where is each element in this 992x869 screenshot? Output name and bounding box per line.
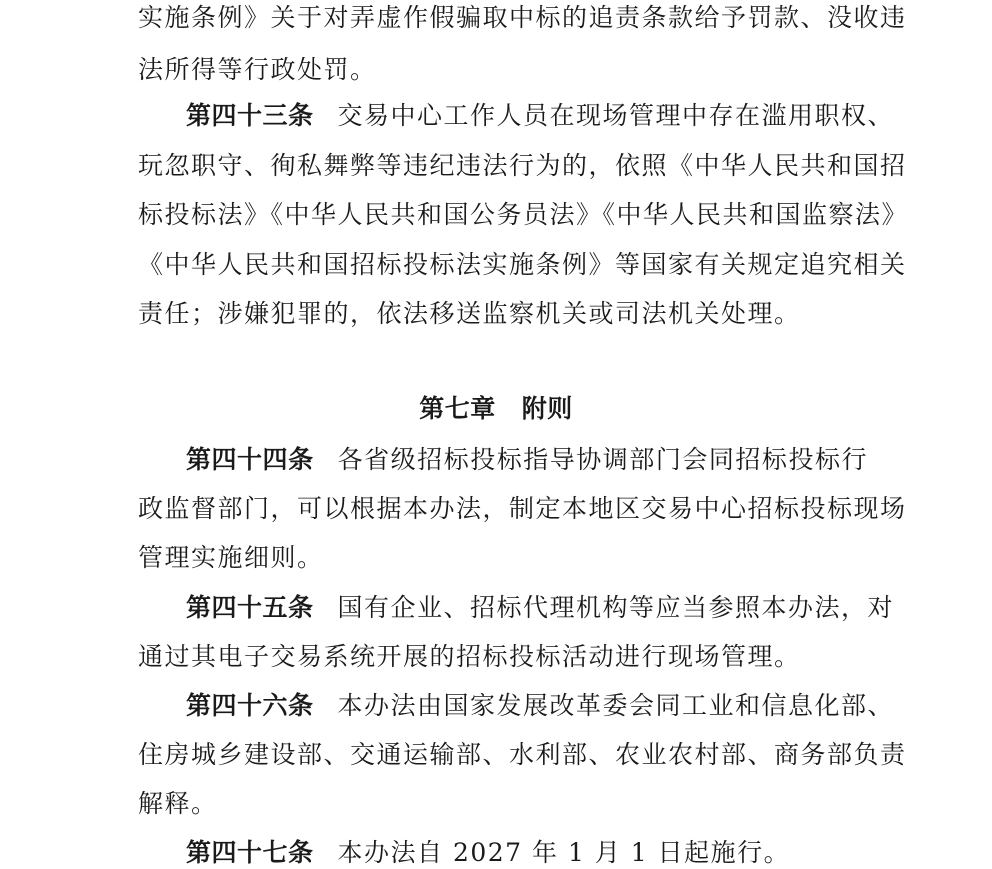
article-43-line-1	[186, 101, 895, 131]
article-45-number: 第四十五条	[186, 593, 314, 622]
article-46-number: 第四十六条	[186, 691, 314, 720]
article-43-text-1: 交易中心工作人员在现场管理中存在滥用职权、	[337, 101, 895, 130]
article-46-line-3: 解释。	[138, 789, 218, 818]
article-44-line-1	[186, 445, 868, 475]
article-46-line-2: 住房城乡建设部、交通运输部、水利部、农业农村部、商务部负责	[138, 740, 907, 769]
chapter-number: 第七章	[419, 394, 496, 423]
article-43-line-2: 玩忽职守、徇私舞弊等违纪违法行为的，依照《中华人民共和国招	[138, 151, 907, 180]
chapter-heading	[0, 394, 992, 424]
article-45-line-2: 通过其电子交易系统开展的招标投标活动进行现场管理。	[138, 642, 801, 671]
prev-article-line-1: 实施条例》关于对弄虚作假骗取中标的追责条款给予罚款、没收违	[138, 3, 907, 32]
article-43-line-5: 责任；涉嫌犯罪的，依法移送监察机关或司法机关处理。	[138, 299, 801, 328]
article-45-line-1	[186, 593, 895, 623]
article-45-text-1: 国有企业、招标代理机构等应当参照本办法，对	[337, 593, 895, 622]
article-44-line-3: 管理实施细则。	[138, 543, 324, 572]
chapter-title: 附则	[521, 394, 573, 423]
article-44-text-1: 各省级招标投标指导协调部门会同招标投标行	[337, 445, 868, 474]
prev-article-line-2: 法所得等行政处罚。	[138, 55, 377, 84]
article-43-number: 第四十三条	[186, 101, 314, 130]
article-47-line-1	[186, 838, 868, 868]
article-44-line-2: 政监督部门，可以根据本办法，制定本地区交易中心招标投标现场	[138, 494, 907, 523]
article-47-text-1: 本办法自 2027 年 1 月 1 日起施行。	[337, 838, 791, 867]
article-46-line-1	[186, 691, 895, 721]
article-46-text-1: 本办法由国家发展改革委会同工业和信息化部、	[337, 691, 895, 720]
article-44-number: 第四十四条	[186, 445, 314, 474]
article-43-line-4: 《中华人民共和国招标投标法实施条例》等国家有关规定追究相关	[138, 250, 907, 279]
article-43-line-3: 标投标法》《中华人民共和国公务员法》《中华人民共和国监察法》	[138, 200, 909, 229]
article-47-number: 第四十七条	[186, 838, 314, 867]
